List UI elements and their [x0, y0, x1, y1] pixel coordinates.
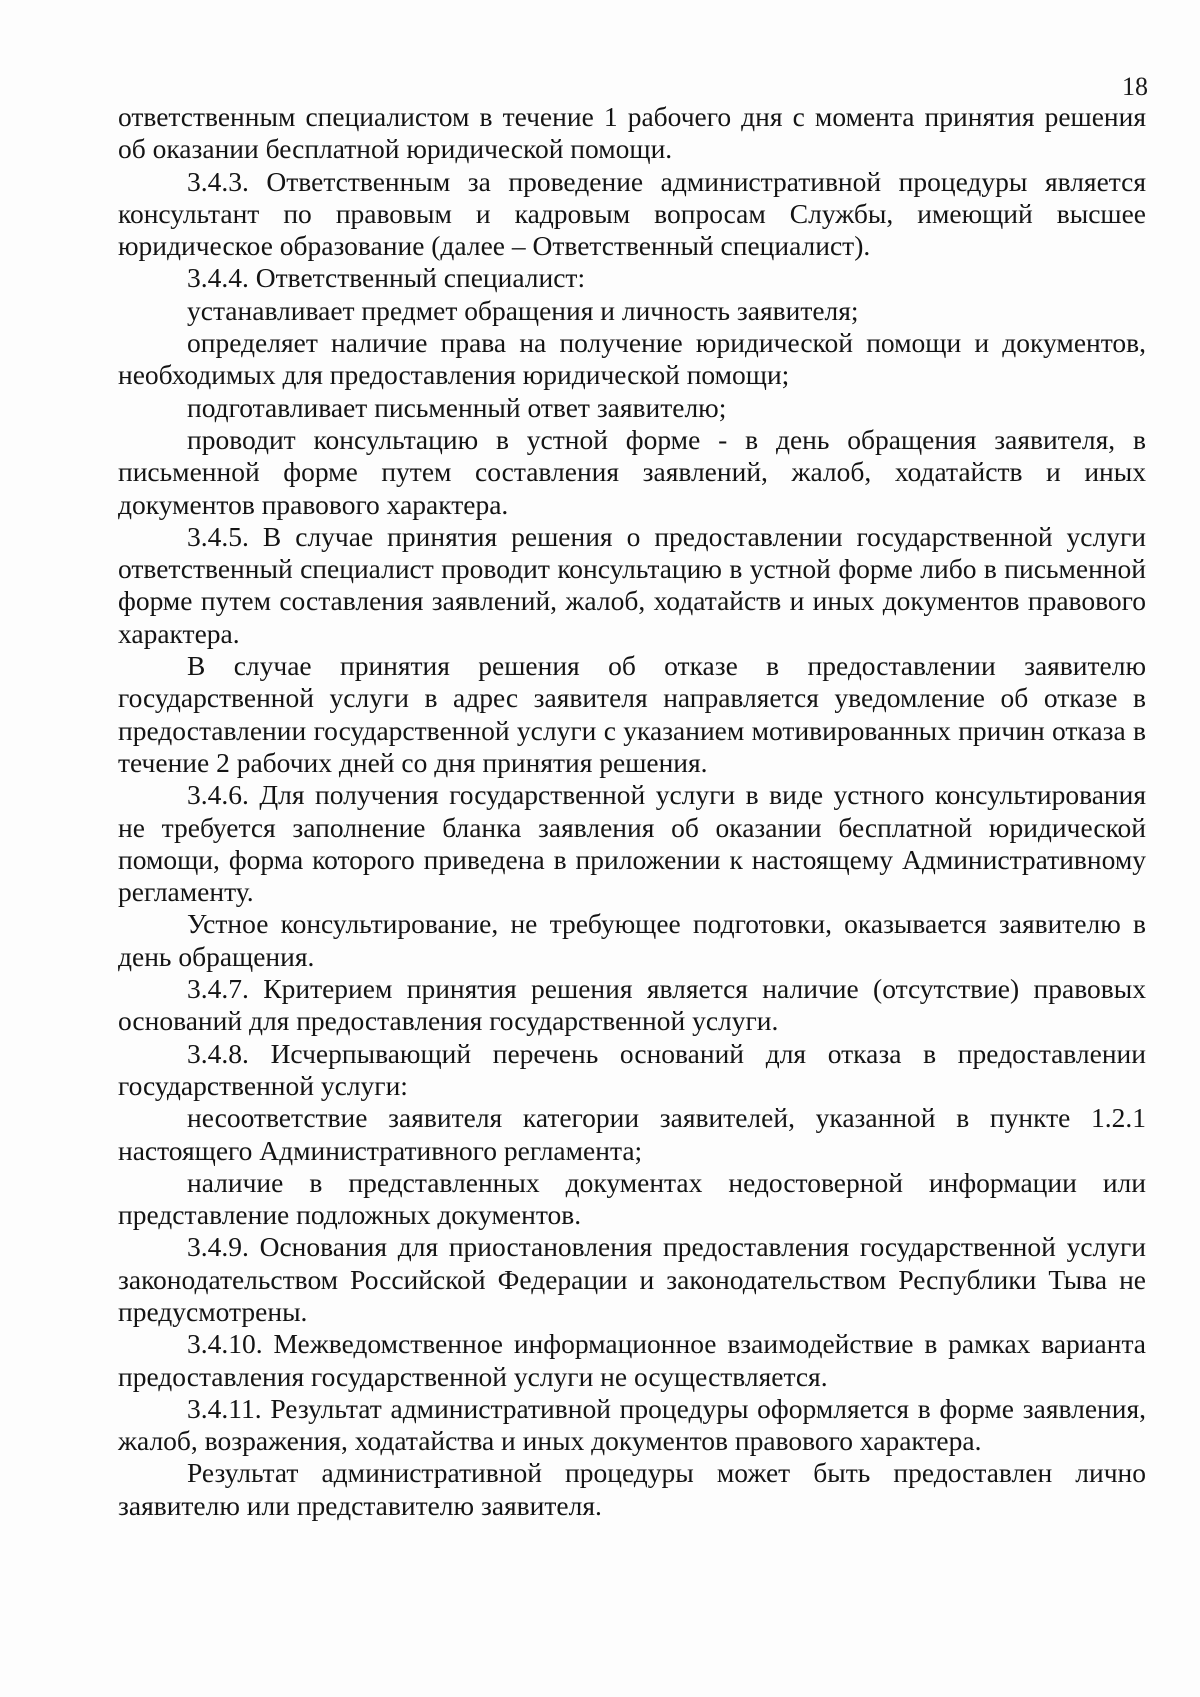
paragraph-result-delivery: Результат административной процедуры может быть предоставлен лично заявителю или представителю заявителя. — [118, 1457, 1146, 1521]
paragraph-3-4-4: 3.4.4. Ответственный специалист: — [187, 262, 586, 294]
paragraph-3-4-3: 3.4.3. Ответственным за проведение административной процедуры является консультант по правовым и кадровым вопросам Службы, имеющий высшее юридическое образование (далее – Ответственный специалист). — [118, 165, 1146, 262]
paragraph-continuation: ответственным специалистом в течение 1 рабочего дня с момента принятия решения об оказании бесплатной юридической помощи. — [118, 101, 1146, 165]
list-item-false-information: наличие в представленных документах недостоверной информации или представление подложных документов. — [118, 1166, 1146, 1231]
paragraph-3-4-5: 3.4.5. В случае принятия решения о предоставлении государственной услуги ответственный специалист проводит консультацию в устной форме либо в письменной форме путем составления заявлений, жалоб, ходатайств и иных документов правового характера. — [118, 520, 1146, 649]
paragraph-3-4-11: 3.4.11. Результат административной процедуры оформляется в форме заявления, жалоб, возражения, ходатайства и иных документов правового характера. — [118, 1392, 1146, 1457]
list-item-establishes-subject: устанавливает предмет обращения и личность заявителя; — [187, 294, 859, 326]
paragraph-oral-consultation: Устное консультирование, не требующее подготовки, оказывается заявителю в день обращения. — [118, 908, 1146, 972]
paragraph-3-4-9: 3.4.9. Основания для приостановления предоставления государственной услуги законодательством Российской Федерации и законодательством Республики Тыва не предусмотрены. — [118, 1231, 1146, 1327]
paragraph-3-4-7: 3.4.7. Критерием принятия решения является наличие (отсутствие) правовых оснований для предоставления государственной услуги. — [118, 973, 1146, 1037]
document-body — [118, 101, 1146, 1522]
page-number: 18 — [1122, 72, 1148, 101]
list-item-prepares-answer: подготавливает письменный ответ заявителю; — [187, 391, 727, 423]
paragraph-3-4-6: 3.4.6. Для получения государственной услуги в виде устного консультирования не требуется заполнение бланка заявления об оказании бесплатной юридической помощи, форма которого приведена в приложении к настоящему Административному регламенту. — [118, 779, 1146, 908]
list-item-conducts-consultation: проводит консультацию в устной форме - в день обращения заявителя, в письменной форме путем составления заявлений, жалоб, ходатайств и иных документов правового характера. — [118, 423, 1146, 520]
list-item-determines-right: определяет наличие права на получение юридической помощи и документов, необходимых для предоставления юридической помощи; — [118, 327, 1146, 391]
paragraph-3-4-8: 3.4.8. Исчерпывающий перечень оснований для отказа в предоставлении государственной услуги: — [118, 1037, 1146, 1101]
paragraph-refusal-notice: В случае принятия решения об отказе в предоставлении заявителю государственной услуги в адрес заявителя направляется уведомление об отказе в предоставлении государственной услуги с указанием мотивированных причин отказа в течение 2 рабочих дней со дня принятия решения. — [118, 650, 1146, 778]
paragraph-3-4-10: 3.4.10. Межведомственное информационное взаимодействие в рамках варианта предоставления государственной услуги не осуществляется. — [118, 1328, 1146, 1392]
list-item-nonconformity: несоответствие заявителя категории заявителей, указанной в пункте 1.2.1 настоящего Административного регламента; — [118, 1102, 1146, 1166]
